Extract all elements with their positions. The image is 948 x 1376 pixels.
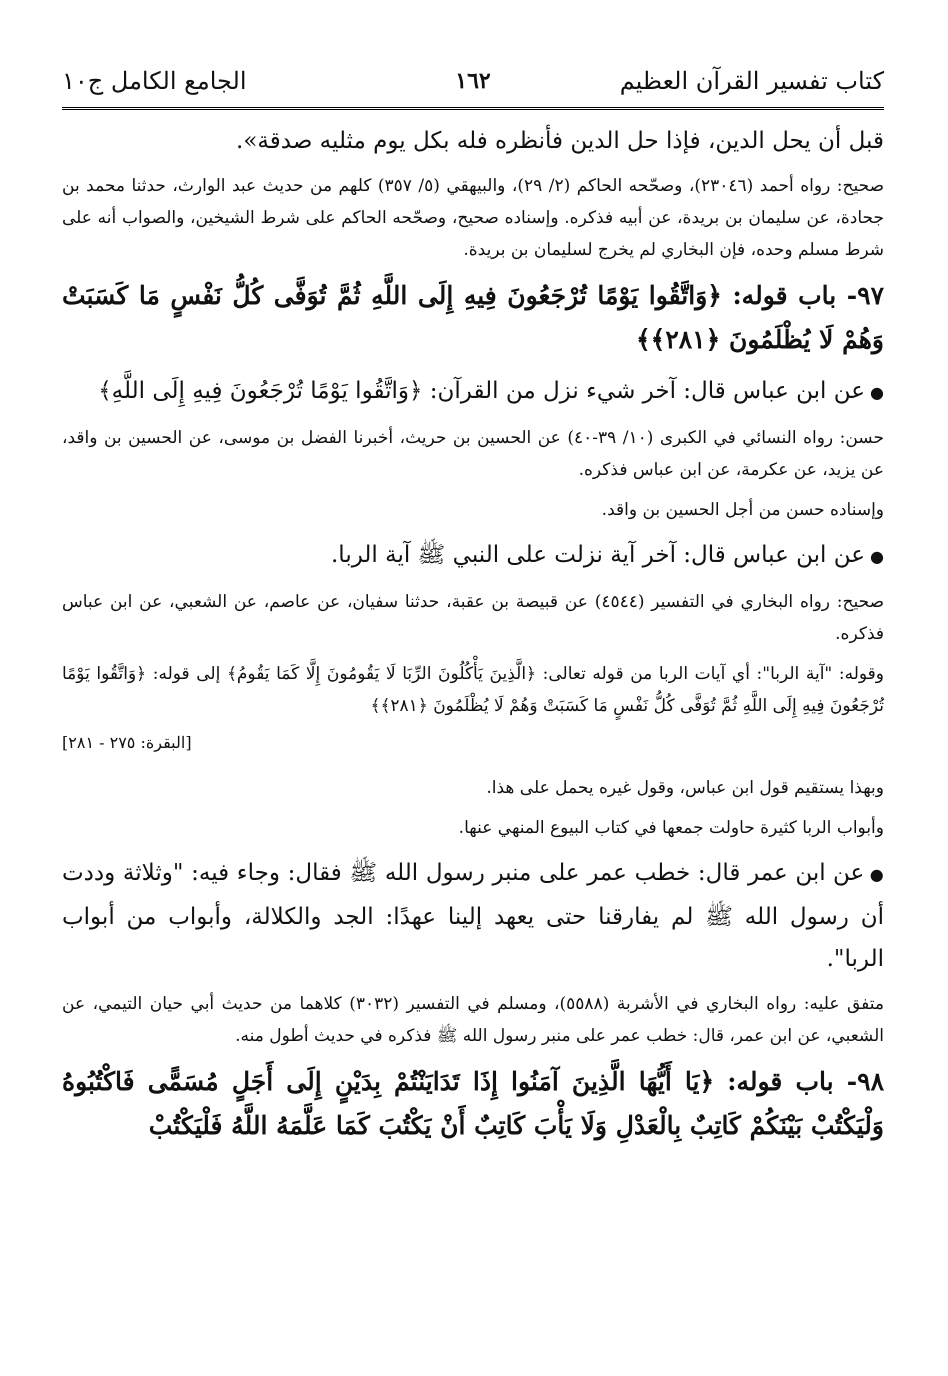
running-head <box>62 58 884 110</box>
chapter-heading: ٩٧- باب قوله: ﴿وَاتَّقُوا يَوْمًا تُرْجَعُونَ فِيهِ إِلَى اللَّهِ ثُمَّ تُوَفَّى كُلُّ نَفْسٍ مَا كَسَبَتْ وَهُمْ لَا يُظْلَمُونَ ﴿٢٨١﴾﴾ <box>62 281 884 354</box>
hadith-grading: صحيح: رواه البخاري في التفسير (٤٥٤٤) عن قبيصة بن عقبة، حدثنا سفيان، عن عاصم، عن الشعبي، عن ابن عباس فذكره. <box>62 592 885 644</box>
hadith-grading: صحيح: رواه أحمد (٢٣٠٤٦)، وصحّحه الحاكم (٢/ ٢٩)، والبيهقي (٥/ ٣٥٧) كلهم من حديث عبد الوارث، حدثنا محمد بن جحادة، عن سليمان بن بريدة، عن أبيه فذكره. وإسناده صحيح، وصحّحه الحاكم على شرط الشيخين، والصواب أنه على شرط مسلم وحده، فإن البخاري لم يخرج لسليمان بن بريدة. <box>62 176 885 260</box>
hadith-text: ● عن ابن عباس قال: آخر آية نزلت على النبي ﷺ آية الربا. <box>62 534 884 578</box>
page-body <box>62 120 884 1148</box>
hadith-grading: حسن: رواه النسائي في الكبرى (١٠/ ٣٩-٤٠) عن الحسين بن حريث، أخبرنا الفضل بن موسى، عن الحسين بن واقد، عن يزيد، عن عكرمة، عن ابن عباس فذكره. <box>62 428 884 480</box>
hadith-grading: متفق عليه: رواه البخاري في الأشربة (٥٥٨٨)، ومسلم في التفسير (٣٠٣٢) كلاهما من حديث أبي حيان التيمي، عن الشعبي، عن ابن عمر، قال: خطب عمر على منبر رسول الله ﷺ فذكره في حديث أطول منه. <box>62 994 884 1046</box>
chapter-heading: ٩٨- باب قوله: ﴿يَا أَيُّهَا الَّذِينَ آمَنُوا إِذَا تَدَايَنْتُمْ بِدَيْنٍ إِلَى أَجَلٍ مُسَمًّى فَاكْتُبُوهُ وَلْيَكْتُبْ بَيْنَكُمْ كَاتِبٌ بِالْعَدْلِ وَلَا يَأْبَ كَاتِبٌ أَنْ يَكْتُبَ كَمَا عَلَّمَهُ اللَّهُ فَلْيَكْتُبْ <box>62 1067 884 1140</box>
hadith-text: ● عن ابن عباس قال: آخر شيء نزل من القرآن: ﴿وَاتَّقُوا يَوْمًا تُرْجَعُونَ فِيهِ إِلَى اللَّهِ﴾ <box>62 370 884 414</box>
hadith-text: ● عن ابن عمر قال: خطب عمر على منبر رسول الله ﷺ فقال: وجاء فيه: "وثلاثة وددت أن رسول الله ﷺ لم يفارقنا حتى يعهد إلينا عهدًا: الجد والكلالة، وأبواب من أبواب الربا". <box>62 852 884 980</box>
isnad-note: وإسناده حسن من أجل الحسين بن واقد. <box>601 500 884 520</box>
commentary: وقوله: "آية الربا": أي آيات الربا من قوله تعالى: ﴿الَّذِينَ يَأْكُلُونَ الرِّبَا لَا يَقُومُونَ إِلَّا كَمَا يَقُومُ﴾ إلى قوله: ﴿وَاتَّقُوا يَوْمًا تُرْجَعُونَ فِيهِ إِلَى اللَّهِ ثُمَّ تُوَفَّى كُلُّ نَفْسٍ مَا كَسَبَتْ وَهُمْ لَا يُظْلَمُونَ ﴿٢٨١﴾﴾ <box>62 664 884 716</box>
quran-reference: [البقرة: ٢٧٥ - ٢٨١] <box>62 733 192 752</box>
volume-label: الجامع الكامل ج١٠ <box>62 67 247 95</box>
commentary: وأبواب الربا كثيرة حاولت جمعها في كتاب البيوع المنهي عنها. <box>458 818 884 838</box>
book-page <box>62 58 884 1358</box>
page-number: ١٦٢ <box>455 68 491 94</box>
commentary: وبهذا يستقيم قول ابن عباس، وقول غيره يحمل على هذا. <box>486 778 884 798</box>
hadith-text: قبل أن يحل الدين، فإذا حل الدين فأنظره فله بكل يوم مثليه صدقة». <box>236 128 884 154</box>
book-title: كتاب تفسير القرآن العظيم <box>619 67 884 95</box>
